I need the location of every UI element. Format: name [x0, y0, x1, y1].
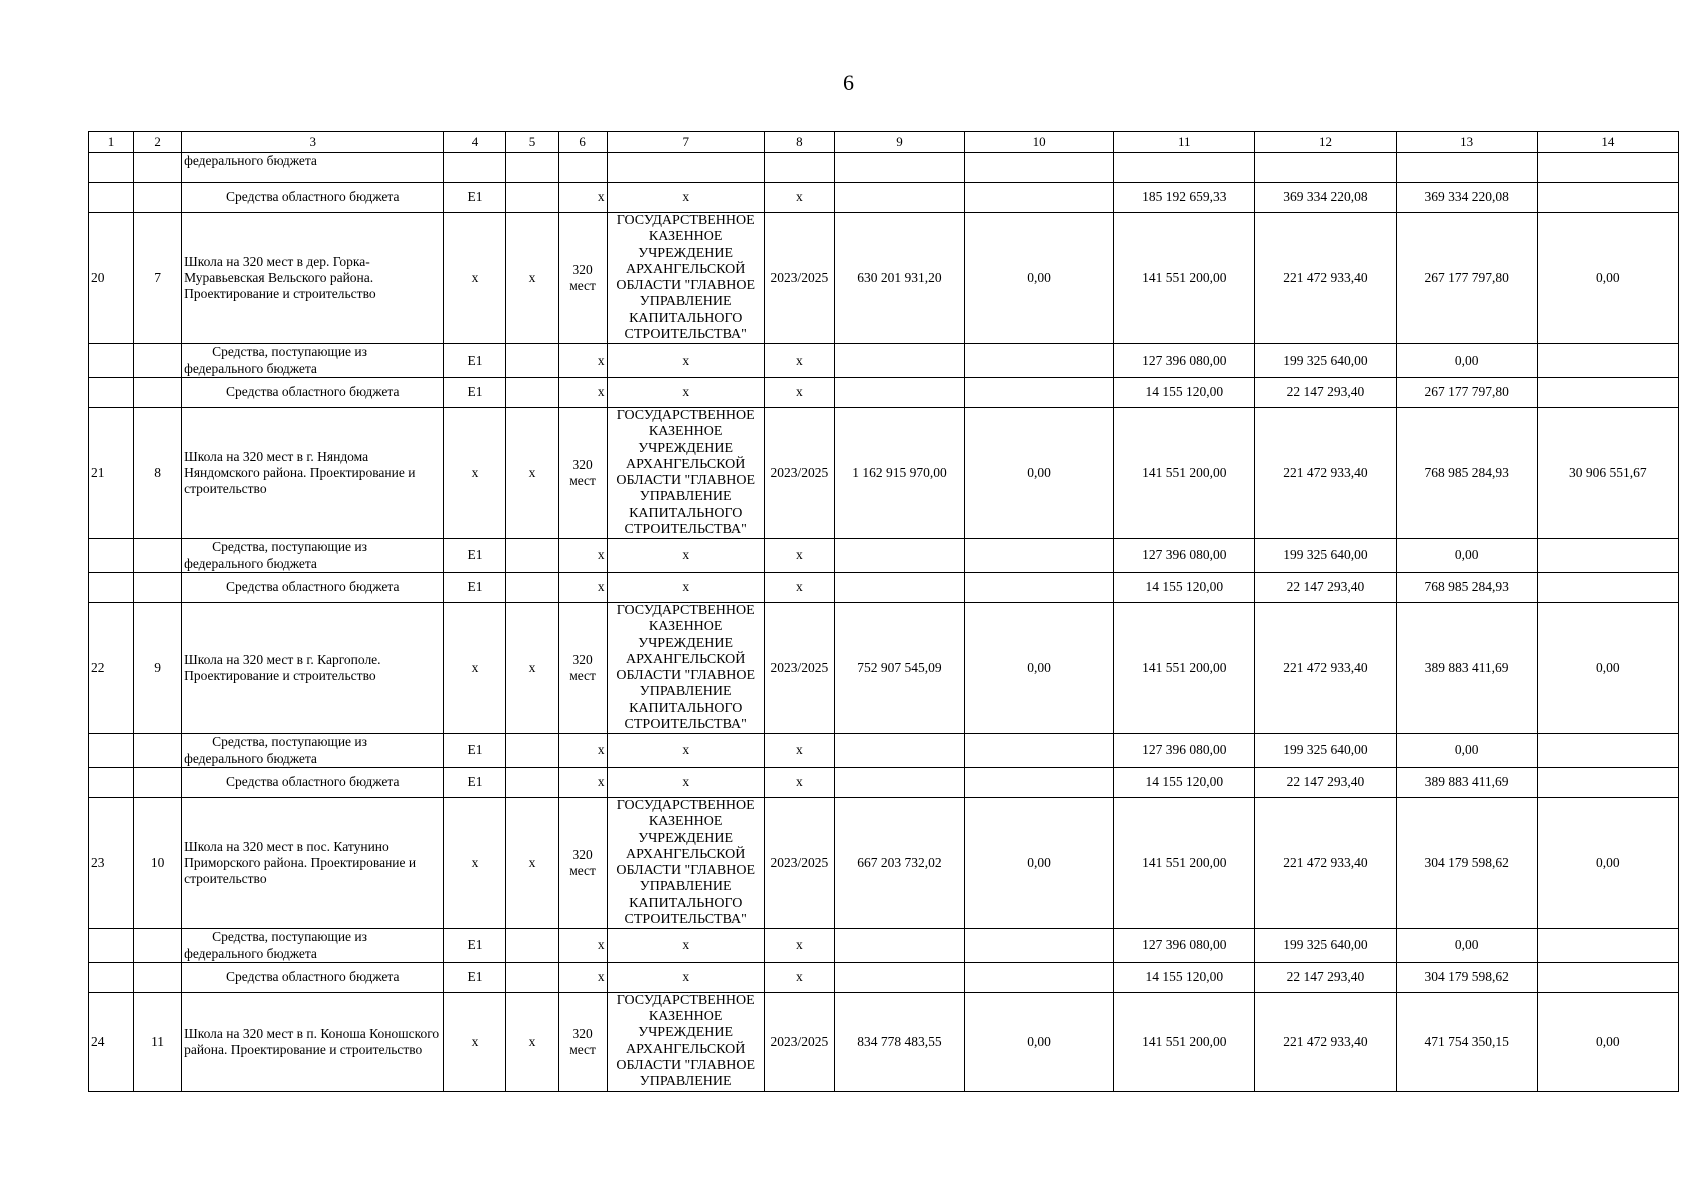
code-cell: Е1 — [444, 929, 506, 963]
mark-cell: х — [558, 767, 607, 797]
amount-cell: 199 325 640,00 — [1255, 929, 1396, 963]
column-number: 3 — [182, 132, 444, 153]
row-number: 20 — [89, 213, 134, 344]
amount-cell: 221 472 933,40 — [1255, 407, 1396, 538]
mark-cell: х — [607, 377, 764, 407]
mark-cell: х — [764, 572, 834, 602]
column-number: 6 — [558, 132, 607, 153]
amount-cell: 389 883 411,69 — [1396, 767, 1537, 797]
amount-cell: 768 985 284,93 — [1396, 407, 1537, 538]
amount-cell: 768 985 284,93 — [1396, 572, 1537, 602]
sub-number: 10 — [134, 797, 182, 928]
amount-cell: 0,00 — [965, 407, 1114, 538]
funding-source-label: Средства, поступающие из федерального бюджета — [182, 344, 444, 378]
amount-cell: 304 179 598,62 — [1396, 797, 1537, 928]
code-cell: Е1 — [444, 183, 506, 213]
column-number-row — [89, 132, 1679, 153]
amount-cell: 127 396 080,00 — [1114, 539, 1255, 573]
funding-source-label: Средства областного бюджета — [182, 377, 444, 407]
code-cell: Е1 — [444, 377, 506, 407]
mark-cell: х — [558, 183, 607, 213]
mark-cell: х — [764, 734, 834, 768]
table-row — [89, 344, 1679, 378]
amount-cell: 14 155 120,00 — [1114, 767, 1255, 797]
amount-cell: 14 155 120,00 — [1114, 572, 1255, 602]
amount-cell: 389 883 411,69 — [1396, 602, 1537, 733]
amount-cell: 0,00 — [1396, 344, 1537, 378]
amount-cell: 221 472 933,40 — [1255, 602, 1396, 733]
column-number: 4 — [444, 132, 506, 153]
code-cell: Е1 — [444, 734, 506, 768]
amount-cell: 369 334 220,08 — [1396, 183, 1537, 213]
column-number: 2 — [134, 132, 182, 153]
period-cell: 2023/2025 — [764, 602, 834, 733]
amount-cell: 0,00 — [1537, 992, 1678, 1091]
funding-source-label: Средства, поступающие из федерального бюджета — [182, 539, 444, 573]
amount-cell: 221 472 933,40 — [1255, 797, 1396, 928]
amount-cell: 752 907 545,09 — [834, 602, 964, 733]
period-cell: 2023/2025 — [764, 407, 834, 538]
table-row — [89, 929, 1679, 963]
amount-cell: 199 325 640,00 — [1255, 734, 1396, 768]
amount-cell: 14 155 120,00 — [1114, 377, 1255, 407]
object-name: Школа на 320 мест в г. Каргополе. Проектирование и строительство — [182, 602, 444, 733]
amount-cell: 369 334 220,08 — [1255, 183, 1396, 213]
capacity-cell: 320 мест — [558, 992, 607, 1091]
amount-cell: 141 551 200,00 — [1114, 602, 1255, 733]
table-row — [89, 377, 1679, 407]
mark-cell: х — [558, 539, 607, 573]
mark-cell: х — [607, 572, 764, 602]
amount-cell: 221 472 933,40 — [1255, 213, 1396, 344]
mark-cell: х — [764, 344, 834, 378]
page-number: 6 — [843, 70, 854, 95]
amount-cell: 267 177 797,80 — [1396, 377, 1537, 407]
amount-cell: 0,00 — [965, 992, 1114, 1091]
amount-cell: 0,00 — [1396, 734, 1537, 768]
row-number: 23 — [89, 797, 134, 928]
amount-cell: 0,00 — [1396, 539, 1537, 573]
mark-cell: х — [607, 962, 764, 992]
amount-cell: 267 177 797,80 — [1396, 213, 1537, 344]
funding-source-label: федерального бюджета — [182, 153, 444, 183]
funding-source-label: Средства областного бюджета — [182, 183, 444, 213]
amount-cell: 834 778 483,55 — [834, 992, 964, 1091]
funding-source-label: Средства областного бюджета — [182, 962, 444, 992]
funding-source-label: Средства, поступающие из федерального бюджета — [182, 929, 444, 963]
period-cell: 2023/2025 — [764, 797, 834, 928]
funding-source-label: Средства областного бюджета — [182, 572, 444, 602]
amount-cell: 22 147 293,40 — [1255, 377, 1396, 407]
table-row — [89, 734, 1679, 768]
amount-cell: 0,00 — [965, 602, 1114, 733]
row-number: 22 — [89, 602, 134, 733]
mark-cell: х — [558, 572, 607, 602]
organization-cell: ГОСУДАРСТВЕННОЕ КАЗЕННОЕ УЧРЕЖДЕНИЕ АРХАНГЕЛЬСКОЙ ОБЛАСТИ "ГЛАВНОЕ УПРАВЛЕНИЕ КАПИТАЛЬНОГО СТРОИТЕЛЬСТВА" — [607, 797, 764, 928]
object-name: Школа на 320 мест в г. Няндома Няндомского района. Проектирование и строительство — [182, 407, 444, 538]
mark-cell: х — [558, 962, 607, 992]
mark-cell: х — [558, 929, 607, 963]
mark-cell: х — [558, 377, 607, 407]
capacity-cell: 320 мест — [558, 213, 607, 344]
amount-cell: 22 147 293,40 — [1255, 962, 1396, 992]
mark-cell: х — [444, 797, 506, 928]
amount-cell: 127 396 080,00 — [1114, 344, 1255, 378]
mark-cell: х — [764, 539, 834, 573]
table-row — [89, 153, 1679, 183]
amount-cell: 127 396 080,00 — [1114, 734, 1255, 768]
code-cell: Е1 — [444, 962, 506, 992]
mark-cell: х — [506, 407, 558, 538]
column-number: 10 — [965, 132, 1114, 153]
organization-cell: ГОСУДАРСТВЕННОЕ КАЗЕННОЕ УЧРЕЖДЕНИЕ АРХАНГЕЛЬСКОЙ ОБЛАСТИ "ГЛАВНОЕ УПРАВЛЕНИЕ КАПИТАЛЬНОГО СТРОИТЕЛЬСТВА" — [607, 407, 764, 538]
amount-cell: 199 325 640,00 — [1255, 344, 1396, 378]
row-number: 24 — [89, 992, 134, 1091]
organization-cell: ГОСУДАРСТВЕННОЕ КАЗЕННОЕ УЧРЕЖДЕНИЕ АРХАНГЕЛЬСКОЙ ОБЛАСТИ "ГЛАВНОЕ УПРАВЛЕНИЕ — [607, 992, 764, 1091]
budget-table — [88, 131, 1679, 1092]
amount-cell: 0,00 — [1537, 797, 1678, 928]
table-row — [89, 539, 1679, 573]
sub-number: 7 — [134, 213, 182, 344]
code-cell: Е1 — [444, 344, 506, 378]
amount-cell: 221 472 933,40 — [1255, 992, 1396, 1091]
row-number: 21 — [89, 407, 134, 538]
code-cell: Е1 — [444, 572, 506, 602]
period-cell: 2023/2025 — [764, 213, 834, 344]
amount-cell: 0,00 — [1396, 929, 1537, 963]
column-number: 5 — [506, 132, 558, 153]
mark-cell: х — [444, 407, 506, 538]
amount-cell: 630 201 931,20 — [834, 213, 964, 344]
amount-cell: 199 325 640,00 — [1255, 539, 1396, 573]
capacity-cell: 320 мест — [558, 797, 607, 928]
amount-cell: 22 147 293,40 — [1255, 572, 1396, 602]
mark-cell: х — [444, 992, 506, 1091]
sub-number: 11 — [134, 992, 182, 1091]
sub-number: 9 — [134, 602, 182, 733]
funding-source-label: Средства областного бюджета — [182, 767, 444, 797]
amount-cell: 141 551 200,00 — [1114, 407, 1255, 538]
mark-cell: х — [764, 962, 834, 992]
table-row — [89, 992, 1679, 1091]
column-number: 8 — [764, 132, 834, 153]
mark-cell: х — [444, 213, 506, 344]
period-cell: 2023/2025 — [764, 992, 834, 1091]
organization-cell: ГОСУДАРСТВЕННОЕ КАЗЕННОЕ УЧРЕЖДЕНИЕ АРХАНГЕЛЬСКОЙ ОБЛАСТИ "ГЛАВНОЕ УПРАВЛЕНИЕ КАПИТАЛЬНОГО СТРОИТЕЛЬСТВА" — [607, 213, 764, 344]
table-row — [89, 797, 1679, 928]
organization-cell: ГОСУДАРСТВЕННОЕ КАЗЕННОЕ УЧРЕЖДЕНИЕ АРХАНГЕЛЬСКОЙ ОБЛАСТИ "ГЛАВНОЕ УПРАВЛЕНИЕ КАПИТАЛЬНОГО СТРОИТЕЛЬСТВА" — [607, 602, 764, 733]
mark-cell: х — [607, 539, 764, 573]
amount-cell: 304 179 598,62 — [1396, 962, 1537, 992]
column-number: 12 — [1255, 132, 1396, 153]
amount-cell: 141 551 200,00 — [1114, 992, 1255, 1091]
column-number: 11 — [1114, 132, 1255, 153]
amount-cell: 0,00 — [1537, 213, 1678, 344]
column-number: 14 — [1537, 132, 1678, 153]
capacity-cell: 320 мест — [558, 407, 607, 538]
column-number: 9 — [834, 132, 964, 153]
mark-cell: х — [506, 992, 558, 1091]
amount-cell: 185 192 659,33 — [1114, 183, 1255, 213]
table-row — [89, 602, 1679, 733]
object-name: Школа на 320 мест в пос. Катунино Приморского района. Проектирование и строительство — [182, 797, 444, 928]
mark-cell: х — [444, 602, 506, 733]
mark-cell: х — [506, 213, 558, 344]
table-row — [89, 767, 1679, 797]
mark-cell: х — [764, 929, 834, 963]
mark-cell: х — [506, 797, 558, 928]
capacity-cell: 320 мест — [558, 602, 607, 733]
funding-source-label: Средства, поступающие из федерального бюджета — [182, 734, 444, 768]
amount-cell: 471 754 350,15 — [1396, 992, 1537, 1091]
mark-cell: х — [607, 929, 764, 963]
amount-cell: 22 147 293,40 — [1255, 767, 1396, 797]
table-row — [89, 962, 1679, 992]
amount-cell: 0,00 — [965, 213, 1114, 344]
mark-cell: х — [607, 344, 764, 378]
amount-cell: 141 551 200,00 — [1114, 213, 1255, 344]
amount-cell: 14 155 120,00 — [1114, 962, 1255, 992]
mark-cell: х — [558, 344, 607, 378]
mark-cell: х — [764, 767, 834, 797]
column-number: 7 — [607, 132, 764, 153]
object-name: Школа на 320 мест в дер. Горка-Муравьевская Вельского района. Проектирование и строительство — [182, 213, 444, 344]
table-row — [89, 183, 1679, 213]
mark-cell: х — [506, 602, 558, 733]
table-row — [89, 572, 1679, 602]
table-row — [89, 213, 1679, 344]
amount-cell: 127 396 080,00 — [1114, 929, 1255, 963]
mark-cell: х — [607, 734, 764, 768]
table-row — [89, 407, 1679, 538]
object-name: Школа на 320 мест в п. Коноша Коношского района. Проектирование и строительство — [182, 992, 444, 1091]
column-number: 13 — [1396, 132, 1537, 153]
amount-cell: 30 906 551,67 — [1537, 407, 1678, 538]
amount-cell: 1 162 915 970,00 — [834, 407, 964, 538]
amount-cell: 141 551 200,00 — [1114, 797, 1255, 928]
mark-cell: х — [764, 377, 834, 407]
code-cell: Е1 — [444, 767, 506, 797]
code-cell: Е1 — [444, 539, 506, 573]
column-number: 1 — [89, 132, 134, 153]
mark-cell: х — [607, 183, 764, 213]
amount-cell: 667 203 732,02 — [834, 797, 964, 928]
mark-cell: х — [558, 734, 607, 768]
amount-cell: 0,00 — [1537, 602, 1678, 733]
sub-number: 8 — [134, 407, 182, 538]
amount-cell: 0,00 — [965, 797, 1114, 928]
mark-cell: х — [764, 183, 834, 213]
mark-cell: х — [607, 767, 764, 797]
